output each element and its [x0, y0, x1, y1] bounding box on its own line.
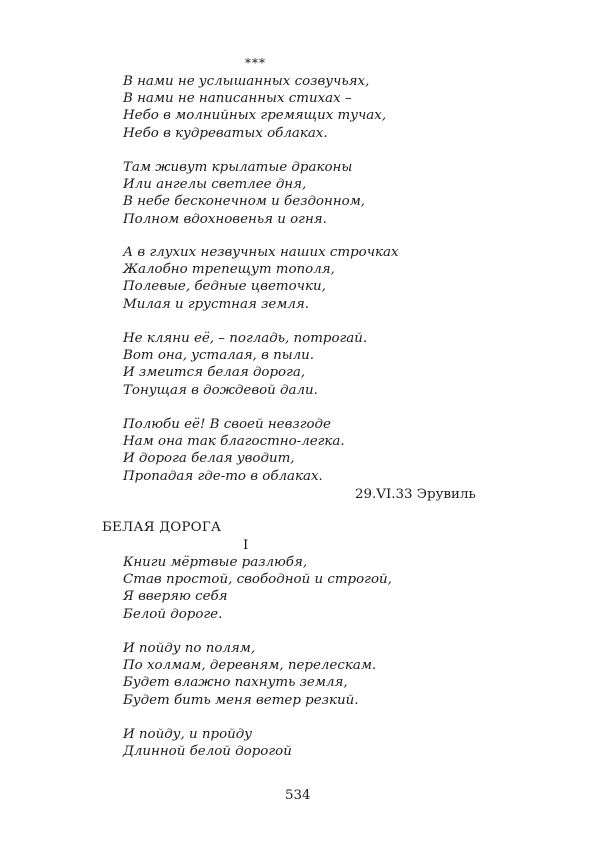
- poem-line: Небо в кудреватых облаках.: [123, 125, 328, 141]
- poem-line: Полном вдохновенья и огня.: [123, 211, 327, 227]
- page-number: 534: [285, 788, 311, 803]
- poem-line: А в глухих незвучных наших строчках: [123, 245, 399, 260]
- poem-line: Полевые, бедные цветочки,: [123, 279, 326, 295]
- stanza: [123, 330, 367, 399]
- poem-line: Вот она, усталая, в пыли.: [123, 348, 315, 364]
- poem-line: Там живут крылатые драконы: [123, 160, 353, 175]
- poem-line: Или ангелы светлее дня,: [123, 177, 307, 193]
- poem-line: Тонущая в дождевой дали.: [123, 382, 318, 398]
- stanza: [123, 726, 292, 760]
- section-number: I: [243, 538, 249, 553]
- poem-line: И змеится белая дорога,: [123, 365, 306, 381]
- poem-line: Я вверяю себя: [123, 589, 228, 605]
- poem-line: Белой дороге.: [123, 606, 223, 622]
- date-place-signature: 29.VI.33 Эрувиль: [355, 487, 476, 502]
- poem-line: В нами не услышанных созвучьях,: [123, 74, 370, 89]
- poem-line: Жалобно трепещут тополя,: [123, 262, 335, 278]
- poem-line: Будет влажно пахнуть земля,: [123, 675, 348, 691]
- poem-line: Полюби её! В своей невзгоде: [123, 417, 331, 432]
- poem-line: Не кляни её, – погладь, потрогай.: [123, 331, 368, 346]
- stanza: [123, 416, 345, 485]
- poem-line: Пропадая где-то в облаках.: [123, 468, 323, 484]
- separator-asterisks: ***: [245, 56, 266, 70]
- poem-line: В нами не написанных стихах –: [123, 91, 352, 107]
- poem-line: По холмам, деревням, перелескам.: [123, 658, 377, 674]
- stanza: [123, 554, 392, 623]
- poem-line: Книги мёртвые разлюбя,: [123, 555, 308, 570]
- poem-line: И дорога белая уводит,: [123, 451, 295, 467]
- poem-line: Милая и грустная земля.: [123, 296, 310, 312]
- poem-line: И пойду по полям,: [123, 641, 256, 656]
- stanza: [123, 73, 386, 142]
- stanza: [123, 640, 376, 709]
- stanza: [123, 159, 365, 228]
- poem-line: Будет бить меня ветер резкий.: [123, 692, 359, 708]
- poem-title: БЕЛАЯ ДОРОГА: [102, 520, 222, 535]
- poem-line: Длинной белой дорогой: [123, 744, 292, 760]
- poem-line: Нам она так благостно-легка.: [123, 434, 345, 450]
- poem-line: И пойду, и пройду: [123, 727, 253, 742]
- poem-line: В небе бесконечном и бездонном,: [123, 194, 366, 210]
- poem-line: Став простой, свободной и строгой,: [123, 572, 392, 588]
- poem-line: Небо в молнийных гремящих тучах,: [123, 108, 387, 124]
- stanza: [123, 244, 399, 313]
